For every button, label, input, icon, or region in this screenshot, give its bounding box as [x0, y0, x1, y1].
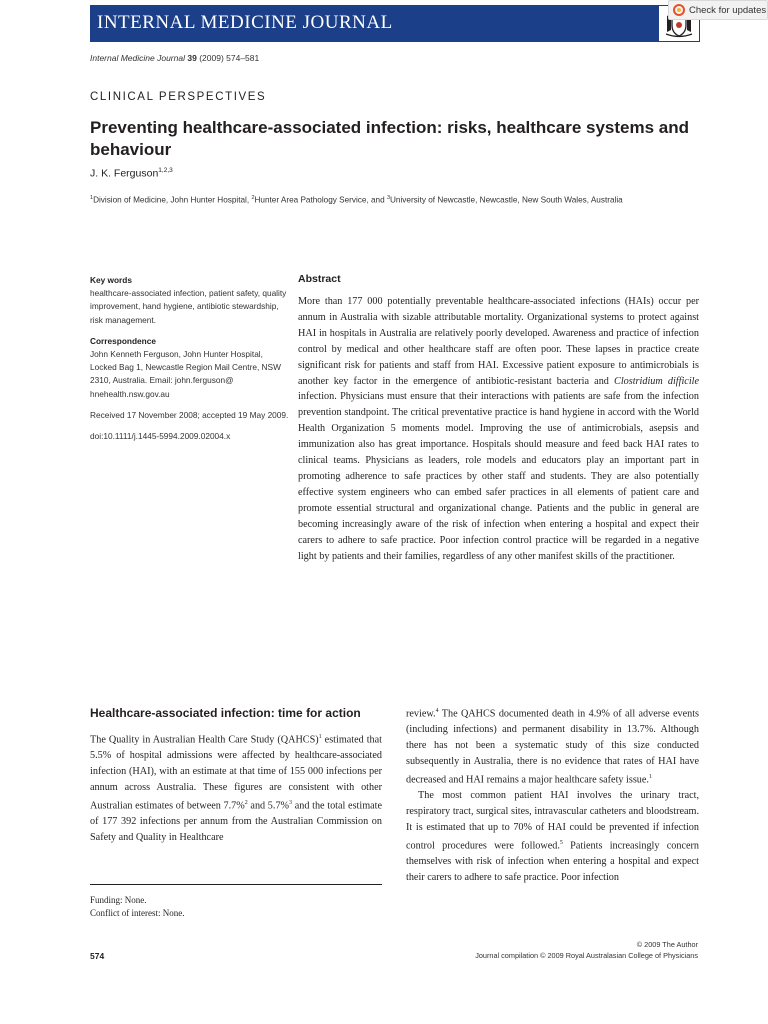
author-affiliation-marks: 1,2,3	[158, 167, 173, 174]
key-words-block	[90, 274, 290, 327]
journal-title: INTERNAL MEDICINE JOURNAL	[97, 12, 393, 33]
body-text-part: Patients increasingly concern themselves with risk of infection when entering a hospital and expect their carers to adhere to safe practice. Poor infection	[406, 840, 699, 884]
author-line	[90, 167, 173, 180]
citation-rest: (2009) 574–581	[199, 53, 260, 63]
abstract-text	[298, 294, 699, 564]
body-paragraph	[406, 788, 699, 886]
body-paragraph	[90, 730, 382, 846]
body-text-part: estimated that 5.5% of hospital admissions were affected by healthcare-associated infection (HAI), with an estimate at that time of 155 000 infections per annum across Australia. These figures are consistent with other Australian estimates of between 7.7%	[90, 734, 382, 812]
section-heading: Healthcare-associated infection: time for action	[90, 706, 361, 720]
copyright-notice	[475, 939, 698, 961]
funding-note: Funding: None.	[90, 895, 147, 905]
abstract-heading: Abstract	[298, 273, 341, 285]
conflict-note: Conflict of interest: None.	[90, 908, 185, 918]
body-left-column	[90, 706, 382, 846]
reference-mark: 3	[289, 800, 293, 807]
reference-mark: 2	[244, 800, 248, 807]
body-text-part: and 5.7%	[247, 800, 290, 812]
affil-mark-1: 1	[90, 195, 94, 201]
update-badge-icon	[673, 4, 685, 16]
doi-text[interactable]: doi:10.1111/j.1445-5994.2009.02004.x	[90, 431, 231, 442]
citation-volume: 39	[187, 53, 197, 63]
check-for-updates-label: Check for updates	[689, 4, 767, 16]
reference-mark: 1	[318, 734, 322, 740]
abstract-part-2: infection. Physicians must ensure that their interactions with patients are safe from the infection prevention standpoint. The critical preventative practice is hand hygiene in accord with the World Health Organization 5 moments model. Improving the use of antimicrobials, asepsis and immunization also has great importance. Hospitals should measure and feed back HAI rates to clinical teams. Physicians as leaders, role models and educators play an important part in promoting adherence to safe practices by other staff and students. They are also potentially effective system engineers who can embed safer practices in all elements of patient care and promote essential structural and organizational change. Patients and the public in general are becoming increasingly aware of the risk of infection when entering a hospital and expect their carers to adhere to safe practice. Poor infection control practice will be regarded in a negative light by patients and their families, regardless of any other manifest skills of the practitioner.	[298, 391, 699, 562]
body-right-column	[406, 704, 699, 886]
reference-mark: 1	[648, 774, 652, 781]
correspondence-text: John Kenneth Ferguson, John Hunter Hospital, Locked Bag 1, Newcastle Region Mail Centre, NSW 2310, Australia. Email: john.ferguson@ hnehealth.nsw.gov.au	[90, 349, 281, 399]
affil-text-1: Division of Medicine, John Hunter Hospital,	[93, 195, 252, 205]
body-text-part: The most common patient HAI involves the urinary tract, respiratory tract, surgical sites, intravascular catheters and bloodstream. It is estimated that up to 70% of HAI could be prevented if infection control procedures were followed.	[406, 790, 699, 852]
body-text-part: and the total estimate of 177 392 infections per annum from the Australian Commission on Safety and Quality in Healthcare	[90, 800, 382, 844]
body-text-part: The QAHCS documented death in 4.9% of all adverse events (including infections) and permanent disability in 13.7%. Although there has not been a systematic study of this size conducted subsequently in Australia, there is no evidence that rates of HAI have decreased and HAI remains a major healthcare safety issue.	[406, 708, 699, 786]
affil-mark-3: 3	[386, 195, 391, 201]
correspondence-heading: Correspondence	[90, 335, 156, 346]
affil-text-2: Hunter Area Pathology Service, and	[254, 195, 387, 205]
body-text-part: The Quality in Australian Health Care Study (QAHCS)	[90, 734, 319, 746]
key-words-heading: Key words	[90, 275, 132, 285]
abstract-part-1: More than 177 000 potentially preventable healthcare-associated infections (HAIs) occur per annum in Australia with sizable attributable mortality. Organizational systems to protect against HAI in hospitals in Australia are relatively poorly developed. Awareness and practice of infection control by medical and other healthcare staff are often poor. These lapses in practice create significant risk for patients and staff from HAI. Excessive patient exposure to antimicrobials is another key factor in the emergence of antibiotic-resistant bacteria and	[298, 296, 699, 387]
affil-text-3: University of Newcastle, Newcastle, New South Wales, Australia	[390, 195, 623, 205]
article-title: Preventing healthcare-associated infection: risks, healthcare systems and behaviour	[90, 118, 690, 159]
affiliations	[90, 195, 710, 205]
body-text-part: review.	[406, 708, 436, 720]
copyright-journal: Journal compilation © 2009 Royal Australasian College of Physicians	[475, 951, 698, 960]
article-sidebar	[90, 274, 290, 451]
footnote-divider	[90, 884, 382, 885]
citation-journal: Internal Medicine Journal	[90, 53, 185, 63]
section-label: CLINICAL PERSPECTIVES	[90, 91, 267, 103]
author-name: J. K. Ferguson	[90, 167, 159, 180]
abstract-organism-name: Clostridium difficile	[614, 375, 699, 387]
received-dates: Received 17 November 2008; accepted 19 May 2009.	[90, 409, 289, 420]
check-for-updates-button[interactable]	[668, 0, 768, 20]
reference-mark: 4	[435, 708, 439, 714]
key-words-text: healthcare-associated infection, patient safety, quality improvement, hand hygiene, antibiotic stewardship, risk management.	[90, 288, 287, 325]
copyright-author: © 2009 The Author	[636, 940, 698, 949]
journal-banner	[90, 5, 700, 42]
citation-line	[90, 53, 259, 63]
affil-mark-2: 2	[251, 195, 255, 201]
page-number: 574	[90, 951, 105, 961]
body-paragraph	[406, 704, 699, 788]
correspondence-block	[90, 335, 290, 401]
reference-mark: 5	[559, 840, 563, 847]
footnotes	[90, 894, 184, 920]
banner-fill	[91, 6, 659, 41]
